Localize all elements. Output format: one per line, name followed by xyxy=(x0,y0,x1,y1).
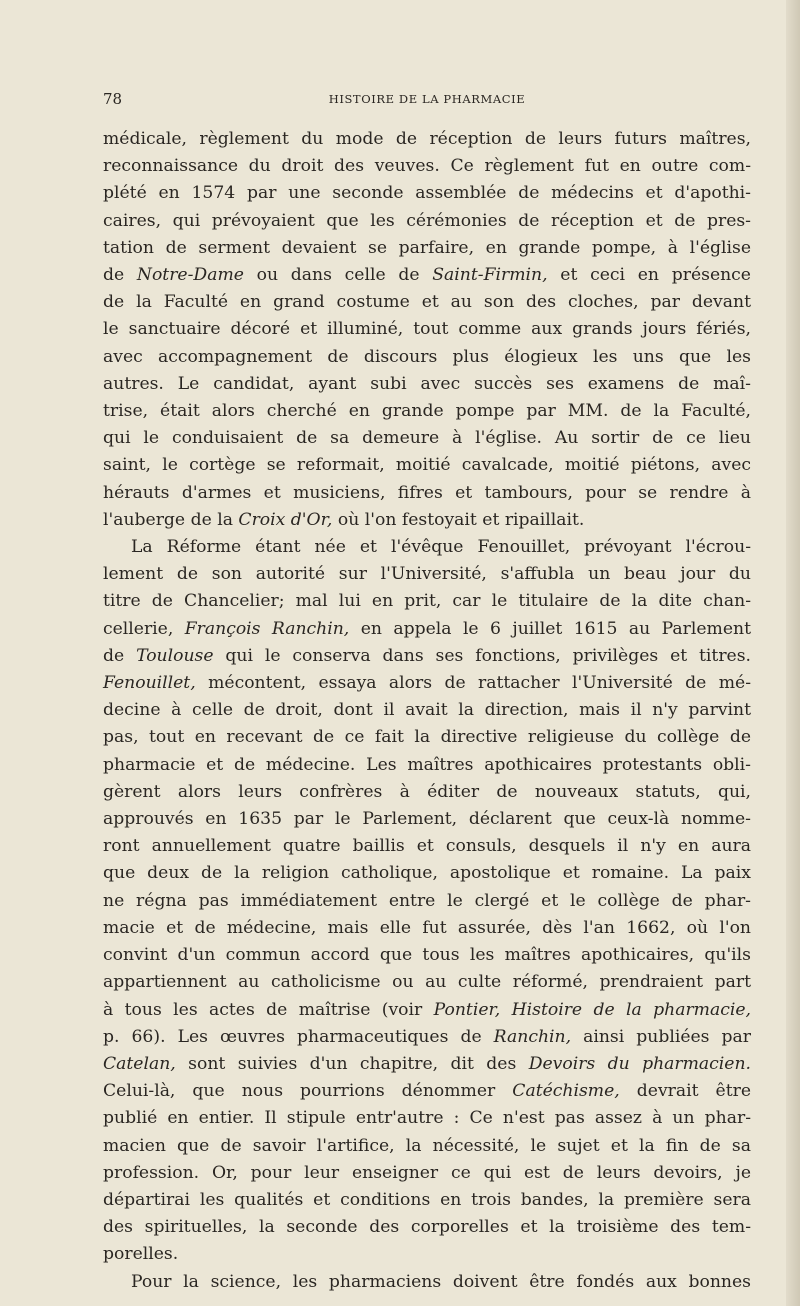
paragraph-2 xyxy=(103,534,751,1268)
italic-term: Catéchisme, xyxy=(512,1081,620,1102)
text-line: trise, était alors cherché en grande pompe par MM. de la Faculté, xyxy=(103,401,751,422)
text-line: saint, le cortège se reformait, moitié cavalcade, moitié piétons, avec xyxy=(103,455,751,476)
italic-term: Croix d'Or, xyxy=(238,509,333,530)
text-line: des spirituelles, la seconde des corporelles et la troisième des tem- xyxy=(103,1217,751,1238)
italic-term: François Ranchin, xyxy=(184,618,350,639)
text-line: gèrent alors leurs confrères à éditer de nouveaux statuts, qui, xyxy=(103,781,751,802)
text-line: de Notre-Dame ou dans celle de Saint-Firmin, et ceci en présence xyxy=(103,265,751,286)
text-line: que deux de la religion catholique, apostolique et romaine. La paix xyxy=(103,863,751,884)
italic-term: Catelan, xyxy=(103,1053,176,1074)
text-line: convint d'un commun accord que tous les maîtres apothicaires, qu'ils xyxy=(103,945,751,966)
page-header xyxy=(103,90,751,112)
text-line: appartiennent au catholicisme ou au culte réformé, prendraient part xyxy=(103,972,751,993)
text-line: porelles. xyxy=(103,1244,179,1265)
text-line: à tous les actes de maîtrise (voir Pontier, Histoire de la pharmacie, xyxy=(103,999,751,1020)
text-line: La Réforme étant née et l'évêque Fenouillet, prévoyant l'écrou- xyxy=(131,537,751,558)
page-edge xyxy=(786,0,800,1306)
text-line: le sanctuaire décoré et illuminé, tout comme aux grands jours fériés, xyxy=(103,319,751,340)
text-line: p. 66). Les œuvres pharmaceutiques de Ranchin, ainsi publiées par xyxy=(103,1026,751,1047)
running-title: HISTOIRE DE LA PHARMACIE xyxy=(328,92,526,106)
text-line: pas, tout en recevant de ce fait la directive religieuse du collège de xyxy=(103,727,751,748)
text-line: profession. Or, pour leur enseigner ce qui est de leurs devoirs, je xyxy=(103,1162,751,1183)
italic-term: Saint-Firmin, xyxy=(432,265,548,286)
page-body xyxy=(103,126,751,1296)
text-line: approuvés en 1635 par le Parlement, déclarent que ceux-là nomme- xyxy=(103,809,751,830)
text-line: médicale, règlement du mode de réception de leurs futurs maîtres, xyxy=(103,129,751,149)
text-line: caires, qui prévoyaient que les cérémonies de réception et de pres- xyxy=(103,210,751,231)
text-line: Celui-là, que nous pourrions dénommer Catéchisme, devrait être xyxy=(103,1081,752,1102)
text-line: decine à celle de droit, dont il avait la direction, mais il n'y parvint xyxy=(103,700,751,721)
text-line: autres. Le candidat, ayant subi avec succès ses examens de maî- xyxy=(103,373,751,394)
text-line: hérauts d'armes et musiciens, fifres et tambours, pour se rendre à xyxy=(103,482,751,503)
text-line: cellerie, François Ranchin, en appela le 6 juillet 1615 au Parlement xyxy=(103,618,752,639)
text-line: de Toulouse qui le conserva dans ses fonctions, privilèges et titres. xyxy=(103,645,752,666)
text-line: reconnaissance du droit des veuves. Ce règlement fut en outre com- xyxy=(103,156,751,177)
text-line: tation de serment devaient se parfaire, en grande pompe, à l'église xyxy=(103,237,751,258)
text-line: lement de son autorité sur l'Université, s'affubla un beau jour du xyxy=(103,564,751,585)
italic-term: Pontier, Histoire de la pharmacie, xyxy=(433,999,751,1020)
text-line: qui le conduisaient de sa demeure à l'église. Au sortir de ce lieu xyxy=(103,428,751,449)
text-line: Pour la science, les pharmaciens doivent être fondés aux bonnes xyxy=(131,1271,751,1292)
italic-term: Devoirs du pharmacien. xyxy=(528,1053,751,1074)
text-line: ne régna pas immédiatement entre le clergé et le collège de phar- xyxy=(103,890,751,911)
paragraph-3 xyxy=(103,1269,751,1296)
text-line: Catelan, sont suivies d'un chapitre, dit des Devoirs du pharmacien. xyxy=(103,1053,751,1074)
italic-term: Ranchin, xyxy=(493,1026,572,1047)
italic-term: Fenouillet, xyxy=(103,673,196,694)
italic-term: Notre-Dame xyxy=(136,265,244,286)
text-line: pharmacie et de médecine. Les maîtres apothicaires protestants obli- xyxy=(103,754,751,775)
text-line: macie et de médecine, mais elle fut assurée, dès l'an 1662, où l'on xyxy=(103,917,751,938)
text-line: Fenouillet, mécontent, essaya alors de rattacher l'Université de mé- xyxy=(103,673,752,694)
text-line: départirai les qualités et conditions en trois bandes, la première sera xyxy=(103,1189,751,1210)
text-line: ront annuellement quatre baillis et consuls, desquels il n'y en aura xyxy=(103,836,751,857)
text-line: plété en 1574 par une seconde assemblée de médecins et d'apothi- xyxy=(103,183,751,204)
text-line: macien que de savoir l'artifice, la nécessité, le sujet et la fin de sa xyxy=(103,1135,751,1156)
italic-term: Toulouse xyxy=(136,645,214,666)
text-line: de la Faculté en grand costume et au son des cloches, par devant xyxy=(103,292,751,313)
page-number: 78 xyxy=(103,90,123,108)
paragraph-1 xyxy=(103,126,751,534)
text-line: l'auberge de la Croix d'Or, où l'on festoyait et ripaillait. xyxy=(103,509,585,530)
text-line: publié en entier. Il stipule entr'autre : Ce n'est pas assez à un phar- xyxy=(103,1108,751,1129)
text-line: avec accompagnement de discours plus élogieux les uns que les xyxy=(103,346,751,367)
text-line: titre de Chancelier; mal lui en prit, car le titulaire de la dite chan- xyxy=(103,591,751,612)
